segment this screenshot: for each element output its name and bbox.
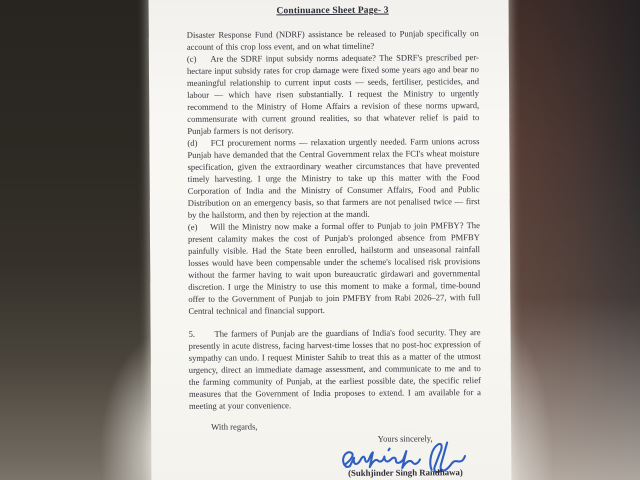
backdrop-right bbox=[505, 0, 640, 480]
backdrop-left bbox=[0, 0, 170, 480]
with-regards: With regards, bbox=[211, 421, 258, 432]
signature-block bbox=[329, 432, 481, 479]
letter-content bbox=[148, 0, 511, 480]
letter-page bbox=[148, 0, 511, 480]
paragraph-5: 5. The farmers of Punjab are the guardians of India's food security. They are presently in acute distress, facing harvest-time losses that no post-hoc expression of sympathy can undo. I request Minister Sahib to treat this as a matter of the utmost urgency, direct an immediate damage assessment, and communicate to me and to the farming community of Punjab, at the earliest possible date, the specific relief measures that the Government of India proposes to extend. I am available for a meeting at your convenience. bbox=[188, 327, 481, 411]
yours-sincerely: Yours sincerely, bbox=[377, 433, 433, 444]
paragraph-item-e: (e) Will the Ministry now make a formal offer to Punjab to join PMFBY? The present calamity makes the cost of Punjab's prolonged absence from PMFBY painfully visible. Had the State been enrolled, hailstorm and unseasonal rainfall losses would have been compensable under the scheme's localised risk provisions without the farmer having to wait upon bureaucratic girdawari and governmental discretion. I urge the Ministry to use this moment to make a formal, time-bound offer to the Government of Punjab to join PMFBY from Rabi 2026–27, with full Central technical and financial support. bbox=[187, 220, 481, 316]
paragraph-item-d: (d) FCI procurement norms — relaxation urgently needed. Farm unions across Punjab have demanded that the Central Government relax the FCI's wheat moisture specification, given the extraordinary weather circumstances that have prevented timely harvesting. I urge the Ministry to take up this matter with the Food Corporation of India and the Ministry of Consumer Affairs, Food and Public Distribution on an emergency basis, so that farmers are not penalised twice — first by the hailstorm, and then by rejection at the mandi. bbox=[187, 136, 480, 220]
page-header: Continuance Sheet Page- 3 bbox=[276, 5, 389, 17]
paragraph-item-c: (c) Are the SDRF input subsidy norms adequate? The SDRF's prescribed per-hectare input subsidy rates for crop damage were fixed some years ago and bear no meaningful relationship to current input costs — seeds, fertiliser, pesticides, and labour — which have risen substantially. I request the Ministry to urgently recommend to the Ministry of Home Affairs a revision of these norms upward, commensurate with current ground realities, so that whatever relief is paid to Punjab farmers is not derisory. bbox=[186, 52, 480, 136]
signatory-name: (Sukhjinder Singh Randhawa) bbox=[348, 467, 463, 478]
paragraph-continuation: Disaster Response Fund (NDRF) assistance be released to Punjab specifically on account of this crop loss event, and on what timeline? bbox=[186, 28, 479, 52]
